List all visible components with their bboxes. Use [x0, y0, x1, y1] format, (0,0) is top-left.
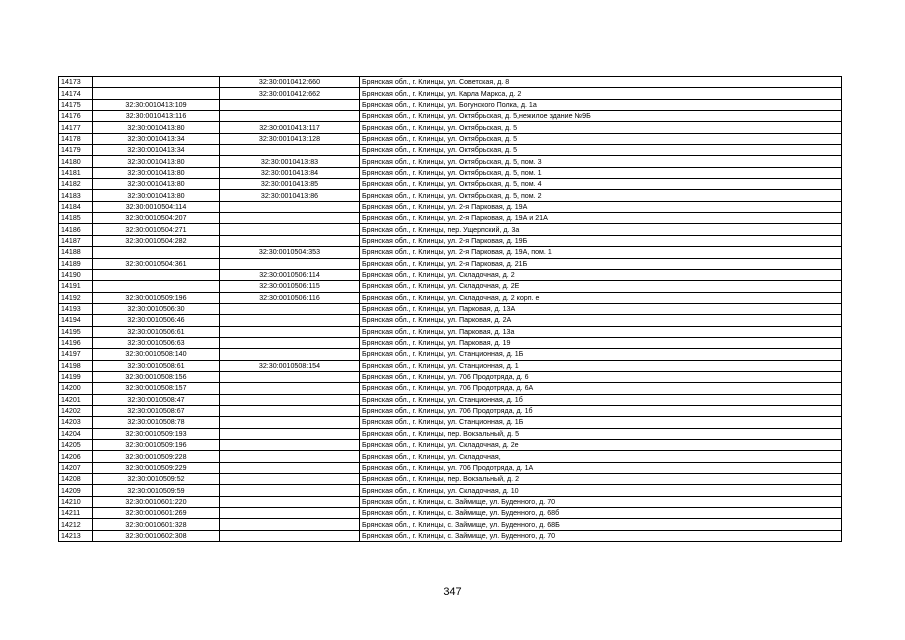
table-row [59, 530, 842, 541]
address-cell: Брянская обл., г. Клинцы, ул. 2-я Парковая, д. 19А и 21А [360, 213, 842, 224]
address-cell: Брянская обл., г. Клинцы, ул. Парковая, д. 13А [360, 303, 842, 314]
address-cell: Брянская обл., г. Клинцы, ул. 2-я Парковая, д. 19А, пом. 1 [360, 247, 842, 258]
land-cadastral-cell: 32:30:0010601:269 [93, 508, 220, 519]
land-cadastral-cell: 32:30:0010509:196 [93, 440, 220, 451]
address-cell: Брянская обл., г. Клинцы, ул. Складочная, [360, 451, 842, 462]
row-number-cell: 14176 [59, 111, 93, 122]
object-cadastral-cell [220, 462, 360, 473]
object-cadastral-cell: 32:30:0010413:83 [220, 156, 360, 167]
land-cadastral-cell: 32:30:0010508:140 [93, 349, 220, 360]
address-cell: Брянская обл., г. Клинцы, ул. 706 Продотряда, д. 6 [360, 371, 842, 382]
table-row [59, 133, 842, 144]
object-cadastral-cell [220, 519, 360, 530]
land-cadastral-cell: 32:30:0010509:59 [93, 485, 220, 496]
table-row [59, 190, 842, 201]
table-row [59, 417, 842, 428]
land-cadastral-cell: 32:30:0010504:114 [93, 201, 220, 212]
object-cadastral-cell [220, 303, 360, 314]
row-number-cell: 14175 [59, 99, 93, 110]
row-number-cell: 14211 [59, 508, 93, 519]
table-row [59, 405, 842, 416]
table-row [59, 224, 842, 235]
address-cell: Брянская обл., г. Клинцы, ул. Октябрьская, д. 5 [360, 133, 842, 144]
row-number-cell: 14195 [59, 326, 93, 337]
land-cadastral-cell: 32:30:0010506:61 [93, 326, 220, 337]
address-cell: Брянская обл., г. Клинцы, ул. Парковая, д. 13а [360, 326, 842, 337]
object-cadastral-cell [220, 474, 360, 485]
row-number-cell: 14173 [59, 77, 93, 88]
registry-table [58, 76, 842, 542]
row-number-cell: 14189 [59, 258, 93, 269]
address-cell: Брянская обл., г. Клинцы, с. Займище, ул. Буденного, д. 68Б [360, 519, 842, 530]
address-cell: Брянская обл., г. Клинцы, ул. Станционная, д. 1Б [360, 417, 842, 428]
object-cadastral-cell: 32:30:0010508:154 [220, 360, 360, 371]
address-cell: Брянская обл., г. Клинцы, ул. Станционная, д. 1б [360, 394, 842, 405]
table-row [59, 258, 842, 269]
object-cadastral-cell [220, 383, 360, 394]
land-cadastral-cell: 32:30:0010508:47 [93, 394, 220, 405]
row-number-cell: 14187 [59, 235, 93, 246]
object-cadastral-cell: 32:30:0010412:660 [220, 77, 360, 88]
land-cadastral-cell: 32:30:0010601:328 [93, 519, 220, 530]
object-cadastral-cell: 32:30:0010413:128 [220, 133, 360, 144]
land-cadastral-cell: 32:30:0010413:80 [93, 190, 220, 201]
table-row [59, 111, 842, 122]
table-row [59, 99, 842, 110]
row-number-cell: 14186 [59, 224, 93, 235]
land-cadastral-cell: 32:30:0010506:46 [93, 315, 220, 326]
table-row [59, 315, 842, 326]
table-row [59, 360, 842, 371]
row-number-cell: 14207 [59, 462, 93, 473]
row-number-cell: 14180 [59, 156, 93, 167]
object-cadastral-cell: 32:30:0010413:84 [220, 167, 360, 178]
table-row [59, 485, 842, 496]
page-number: 347 [443, 586, 462, 598]
object-cadastral-cell [220, 530, 360, 541]
address-cell: Брянская обл., г. Клинцы, с. Займище, ул. Буденного, д. 68б [360, 508, 842, 519]
table-row [59, 122, 842, 133]
row-number-cell: 14182 [59, 179, 93, 190]
land-cadastral-cell: 32:30:0010509:193 [93, 428, 220, 439]
table-row [59, 292, 842, 303]
table-row [59, 235, 842, 246]
object-cadastral-cell: 32:30:0010412:662 [220, 88, 360, 99]
address-cell: Брянская обл., г. Клинцы, ул. Богунского Полка, д. 1а [360, 99, 842, 110]
row-number-cell: 14209 [59, 485, 93, 496]
row-number-cell: 14183 [59, 190, 93, 201]
table-row [59, 281, 842, 292]
address-cell: Брянская обл., г. Клинцы, ул. Октябрьская, д. 5, пом. 4 [360, 179, 842, 190]
object-cadastral-cell [220, 417, 360, 428]
land-cadastral-cell: 32:30:0010413:34 [93, 133, 220, 144]
object-cadastral-cell [220, 349, 360, 360]
table-row [59, 394, 842, 405]
row-number-cell: 14185 [59, 213, 93, 224]
object-cadastral-cell [220, 326, 360, 337]
object-cadastral-cell [220, 337, 360, 348]
row-number-cell: 14212 [59, 519, 93, 530]
table-row [59, 88, 842, 99]
address-cell: Брянская обл., г. Клинцы, ул. Складочная, д. 2е [360, 440, 842, 451]
land-cadastral-cell: 32:30:0010508:61 [93, 360, 220, 371]
object-cadastral-cell [220, 428, 360, 439]
land-cadastral-cell: 32:30:0010413:80 [93, 167, 220, 178]
address-cell: Брянская обл., г. Клинцы, ул. Складочная, д. 10 [360, 485, 842, 496]
table-row [59, 383, 842, 394]
object-cadastral-cell [220, 235, 360, 246]
table-row [59, 371, 842, 382]
land-cadastral-cell: 32:30:0010413:80 [93, 179, 220, 190]
address-cell: Брянская обл., г. Клинцы, с. Займище, ул. Буденного, д. 70 [360, 496, 842, 507]
object-cadastral-cell: 32:30:0010506:114 [220, 269, 360, 280]
object-cadastral-cell: 32:30:0010506:115 [220, 281, 360, 292]
table-row [59, 428, 842, 439]
row-number-cell: 14181 [59, 167, 93, 178]
row-number-cell: 14190 [59, 269, 93, 280]
table-row [59, 179, 842, 190]
object-cadastral-cell [220, 111, 360, 122]
table-row [59, 451, 842, 462]
object-cadastral-cell [220, 485, 360, 496]
table-row [59, 349, 842, 360]
table-row [59, 462, 842, 473]
land-cadastral-cell [93, 247, 220, 258]
object-cadastral-cell [220, 394, 360, 405]
row-number-cell: 14208 [59, 474, 93, 485]
address-cell: Брянская обл., г. Клинцы, ул. Парковая, д. 2А [360, 315, 842, 326]
land-cadastral-cell: 32:30:0010413:109 [93, 99, 220, 110]
table-row [59, 247, 842, 258]
address-cell: Брянская обл., г. Клинцы, ул. Станционная, д. 1 [360, 360, 842, 371]
table-row [59, 337, 842, 348]
land-cadastral-cell: 32:30:0010602:308 [93, 530, 220, 541]
object-cadastral-cell [220, 258, 360, 269]
object-cadastral-cell [220, 440, 360, 451]
row-number-cell: 14197 [59, 349, 93, 360]
table-row [59, 519, 842, 530]
object-cadastral-cell [220, 496, 360, 507]
table-row [59, 201, 842, 212]
object-cadastral-cell: 32:30:0010413:117 [220, 122, 360, 133]
land-cadastral-cell: 32:30:0010504:207 [93, 213, 220, 224]
address-cell: Брянская обл., г. Клинцы, с. Займище, ул. Буденного, д. 70 [360, 530, 842, 541]
row-number-cell: 14178 [59, 133, 93, 144]
address-cell: Брянская обл., г. Клинцы, ул. Октябрьская, д. 5, пом. 1 [360, 167, 842, 178]
row-number-cell: 14213 [59, 530, 93, 541]
table-row [59, 496, 842, 507]
land-cadastral-cell: 32:30:0010413:80 [93, 156, 220, 167]
land-cadastral-cell: 32:30:0010601:220 [93, 496, 220, 507]
address-cell: Брянская обл., г. Клинцы, ул. Октябрьская, д. 5 [360, 145, 842, 156]
land-cadastral-cell: 32:30:0010413:34 [93, 145, 220, 156]
row-number-cell: 14203 [59, 417, 93, 428]
address-cell: Брянская обл., г. Клинцы, ул. 2-я Парковая, д. 19Б [360, 235, 842, 246]
address-cell: Брянская обл., г. Клинцы, ул. Станционная, д. 1Б [360, 349, 842, 360]
object-cadastral-cell [220, 213, 360, 224]
row-number-cell: 14188 [59, 247, 93, 258]
object-cadastral-cell [220, 145, 360, 156]
object-cadastral-cell [220, 315, 360, 326]
land-cadastral-cell: 32:30:0010509:228 [93, 451, 220, 462]
registry-body [59, 77, 842, 542]
row-number-cell: 14193 [59, 303, 93, 314]
object-cadastral-cell: 32:30:0010504:353 [220, 247, 360, 258]
address-cell: Брянская обл., г. Клинцы, ул. 706 Продотряда, д. 1А [360, 462, 842, 473]
row-number-cell: 14192 [59, 292, 93, 303]
table-row [59, 474, 842, 485]
row-number-cell: 14210 [59, 496, 93, 507]
address-cell: Брянская обл., г. Клинцы, пер. Ущерпский, д. 3а [360, 224, 842, 235]
table-row [59, 77, 842, 88]
address-cell: Брянская обл., г. Клинцы, ул. 2-я Парковая, д. 21Б [360, 258, 842, 269]
address-cell: Брянская обл., г. Клинцы, ул. 706 Продотряда, д. 1б [360, 405, 842, 416]
table-row [59, 326, 842, 337]
row-number-cell: 14205 [59, 440, 93, 451]
land-cadastral-cell: 32:30:0010413:116 [93, 111, 220, 122]
row-number-cell: 14198 [59, 360, 93, 371]
address-cell: Брянская обл., г. Клинцы, ул. Складочная, д. 2Е [360, 281, 842, 292]
object-cadastral-cell: 32:30:0010506:116 [220, 292, 360, 303]
land-cadastral-cell: 32:30:0010509:229 [93, 462, 220, 473]
row-number-cell: 14202 [59, 405, 93, 416]
row-number-cell: 14199 [59, 371, 93, 382]
table-row [59, 508, 842, 519]
land-cadastral-cell: 32:30:0010413:80 [93, 122, 220, 133]
object-cadastral-cell: 32:30:0010413:85 [220, 179, 360, 190]
object-cadastral-cell [220, 99, 360, 110]
address-cell: Брянская обл., г. Клинцы, ул. Октябрьская, д. 5,нежилое здание №9Б [360, 111, 842, 122]
land-cadastral-cell: 32:30:0010506:63 [93, 337, 220, 348]
address-cell: Брянская обл., г. Клинцы, пер. Вокзальный, д. 2 [360, 474, 842, 485]
row-number-cell: 14196 [59, 337, 93, 348]
address-cell: Брянская обл., г. Клинцы, ул. Октябрьская, д. 5, пом. 3 [360, 156, 842, 167]
address-cell: Брянская обл., г. Клинцы, ул. 2-я Парковая, д. 19А [360, 201, 842, 212]
row-number-cell: 14201 [59, 394, 93, 405]
row-number-cell: 14184 [59, 201, 93, 212]
row-number-cell: 14200 [59, 383, 93, 394]
address-cell: Брянская обл., г. Клинцы, ул. Советская, д. 8 [360, 77, 842, 88]
row-number-cell: 14194 [59, 315, 93, 326]
land-cadastral-cell [93, 88, 220, 99]
address-cell: Брянская обл., г. Клинцы, пер. Вокзальный, д. 5 [360, 428, 842, 439]
object-cadastral-cell [220, 371, 360, 382]
land-cadastral-cell [93, 77, 220, 88]
land-cadastral-cell: 32:30:0010508:78 [93, 417, 220, 428]
land-cadastral-cell: 32:30:0010508:156 [93, 371, 220, 382]
object-cadastral-cell [220, 451, 360, 462]
object-cadastral-cell [220, 224, 360, 235]
land-cadastral-cell: 32:30:0010504:361 [93, 258, 220, 269]
address-cell: Брянская обл., г. Клинцы, ул. Октябрьская, д. 5, пом. 2 [360, 190, 842, 201]
object-cadastral-cell: 32:30:0010413:86 [220, 190, 360, 201]
land-cadastral-cell: 32:30:0010508:67 [93, 405, 220, 416]
row-number-cell: 14206 [59, 451, 93, 462]
land-cadastral-cell: 32:30:0010504:271 [93, 224, 220, 235]
land-cadastral-cell: 32:30:0010506:30 [93, 303, 220, 314]
land-cadastral-cell: 32:30:0010508:157 [93, 383, 220, 394]
address-cell: Брянская обл., г. Клинцы, ул. 706 Продотряда, д. 6А [360, 383, 842, 394]
object-cadastral-cell [220, 201, 360, 212]
land-cadastral-cell: 32:30:0010504:282 [93, 235, 220, 246]
address-cell: Брянская обл., г. Клинцы, ул. Карла Маркса, д. 2 [360, 88, 842, 99]
row-number-cell: 14174 [59, 88, 93, 99]
address-cell: Брянская обл., г. Клинцы, ул. Складочная, д. 2 [360, 269, 842, 280]
row-number-cell: 14177 [59, 122, 93, 133]
table-row [59, 145, 842, 156]
table-row [59, 269, 842, 280]
object-cadastral-cell [220, 508, 360, 519]
object-cadastral-cell [220, 405, 360, 416]
table-row [59, 156, 842, 167]
table-row [59, 303, 842, 314]
table-row [59, 440, 842, 451]
land-cadastral-cell: 32:30:0010509:196 [93, 292, 220, 303]
row-number-cell: 14179 [59, 145, 93, 156]
table-row [59, 167, 842, 178]
address-cell: Брянская обл., г. Клинцы, ул. Складочная, д. 2 корп. е [360, 292, 842, 303]
land-cadastral-cell: 32:30:0010509:52 [93, 474, 220, 485]
land-cadastral-cell [93, 281, 220, 292]
land-cadastral-cell [93, 269, 220, 280]
address-cell: Брянская обл., г. Клинцы, ул. Парковая, д. 19 [360, 337, 842, 348]
table-row [59, 213, 842, 224]
row-number-cell: 14191 [59, 281, 93, 292]
address-cell: Брянская обл., г. Клинцы, ул. Октябрьская, д. 5 [360, 122, 842, 133]
row-number-cell: 14204 [59, 428, 93, 439]
